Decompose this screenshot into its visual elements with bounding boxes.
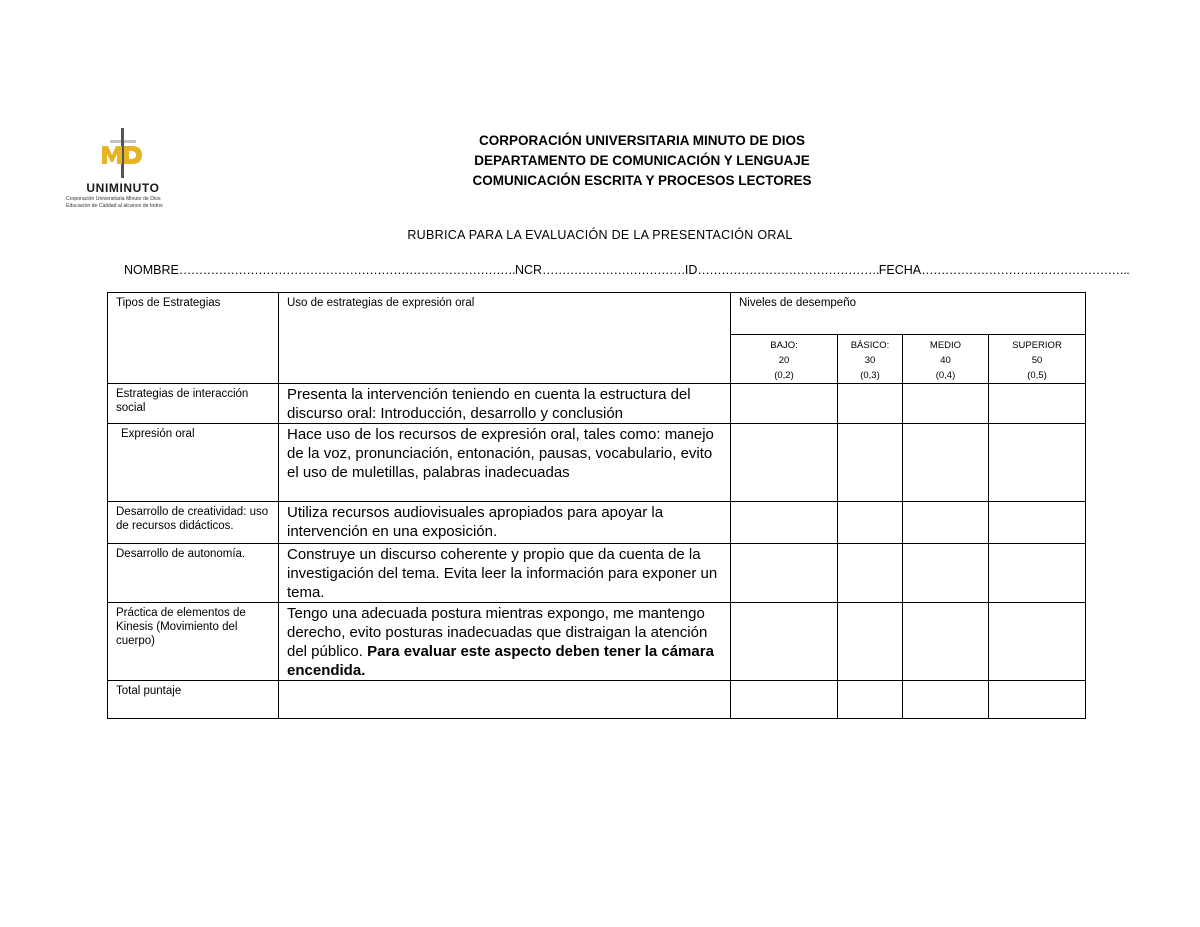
description-cell: Hace uso de los recursos de expresión oral, tales como: manejo de la voz, pronunciación, entonación, pausas, vocabulario, evito el uso de muletillas, palabras inadecuadas <box>279 424 731 502</box>
logo-subtitle-2: Educación de Calidad al alcance de todos <box>66 203 163 209</box>
strategy-cell: Estrategias de interacción social <box>108 384 279 424</box>
table-row <box>108 603 1086 681</box>
col-header-strategies: Tipos de Estrategias <box>108 293 279 384</box>
score-cell-superior[interactable] <box>989 544 1086 603</box>
rubric-table <box>107 292 1086 719</box>
ncr-label: NCR <box>514 263 543 277</box>
score-cell-basico[interactable] <box>838 544 903 603</box>
header-line-1: CORPORACIÓN UNIVERSITARIA MINUTO DE DIOS <box>478 133 806 148</box>
strategy-cell: Desarrollo de autonomía. <box>108 544 279 603</box>
table-row <box>108 544 1086 603</box>
id-field[interactable]: ………………………………………. <box>697 263 879 277</box>
table-header-row <box>108 293 1086 335</box>
col-header-levels: Niveles de desempeño <box>731 293 1086 335</box>
rubric-title: RUBRICA PARA LA EVALUACIÓN DE LA PRESENTACIÓN ORAL <box>407 228 793 242</box>
strategy-cell: Desarrollo de creatividad: uso de recursos didácticos. <box>108 502 279 544</box>
total-cell-superior[interactable] <box>989 681 1086 719</box>
description-cell: Tengo una adecuada postura mientras expongo, me mantengo derecho, evito posturas inadecuadas que distraigan la atención del público. Para evaluar este aspecto deben tener la cámara encendida. <box>279 603 731 681</box>
score-cell-superior[interactable] <box>989 603 1086 681</box>
level-basico: BÁSICO: 30 (0,3) <box>838 335 903 384</box>
score-cell-basico[interactable] <box>838 502 903 544</box>
strategy-cell: Práctica de elementos de Kinesis (Movimiento del cuerpo) <box>108 603 279 681</box>
camera-note: Para evaluar este aspecto deben tener la cámara encendida <box>287 643 714 679</box>
description-cell: Utiliza recursos audiovisuales apropiados para apoyar la intervención en una exposición. <box>279 502 731 544</box>
description-cell: Construye un discurso coherente y propio que da cuenta de la investigación del tema. Evita leer la información para exponer un tema. <box>279 544 731 603</box>
total-row <box>108 681 1086 719</box>
ncr-field[interactable]: ……………………………… <box>542 263 685 277</box>
score-cell-superior[interactable] <box>989 424 1086 502</box>
level-medio: MEDIO 40 (0,4) <box>903 335 989 384</box>
level-bajo: BAJO: 20 (0,2) <box>731 335 838 384</box>
score-cell-bajo[interactable] <box>731 384 838 424</box>
header-line-2: DEPARTAMENTO DE COMUNICACIÓN Y LENGUAJE <box>474 153 810 168</box>
header-line-3: COMUNICACIÓN ESCRITA Y PROCESOS LECTORES <box>472 173 812 188</box>
logo-name: UNIMINUTO <box>86 181 160 195</box>
total-cell-bajo[interactable] <box>731 681 838 719</box>
score-cell-bajo[interactable] <box>731 544 838 603</box>
score-cell-basico[interactable] <box>838 384 903 424</box>
table-row <box>108 384 1086 424</box>
score-cell-bajo[interactable] <box>731 502 838 544</box>
score-cell-medio[interactable] <box>903 502 989 544</box>
student-fields <box>124 263 1129 277</box>
fecha-label: FECHA <box>878 263 922 277</box>
score-cell-bajo[interactable] <box>731 424 838 502</box>
score-cell-bajo[interactable] <box>731 603 838 681</box>
nombre-field[interactable]: …………………………………………………………………………. <box>178 263 515 277</box>
logo-subtitle-1: Corporación Universitaria Minuto de Dios <box>66 196 161 202</box>
strategy-cell: Expresión oral <box>108 424 279 502</box>
col-header-usage: Uso de estrategias de expresión oral <box>279 293 731 384</box>
score-cell-basico[interactable] <box>838 603 903 681</box>
total-cell-basico[interactable] <box>838 681 903 719</box>
fecha-field[interactable]: …………………………………………….. <box>921 263 1130 277</box>
score-cell-medio[interactable] <box>903 544 989 603</box>
description-cell: Presenta la intervención teniendo en cuenta la estructura del discurso oral: Introducción, desarrollo y conclusión <box>279 384 731 424</box>
total-cell-medio[interactable] <box>903 681 989 719</box>
total-label: Total puntaje <box>108 681 279 719</box>
total-cell[interactable] <box>279 681 731 719</box>
table-row <box>108 502 1086 544</box>
table-row <box>108 424 1086 502</box>
score-cell-medio[interactable] <box>903 603 989 681</box>
score-cell-basico[interactable] <box>838 424 903 502</box>
score-cell-superior[interactable] <box>989 502 1086 544</box>
score-cell-medio[interactable] <box>903 424 989 502</box>
score-cell-superior[interactable] <box>989 384 1086 424</box>
level-superior: SUPERIOR 50 (0,5) <box>989 335 1086 384</box>
id-label: ID <box>684 263 698 277</box>
score-cell-medio[interactable] <box>903 384 989 424</box>
nombre-label: NOMBRE <box>124 263 179 277</box>
